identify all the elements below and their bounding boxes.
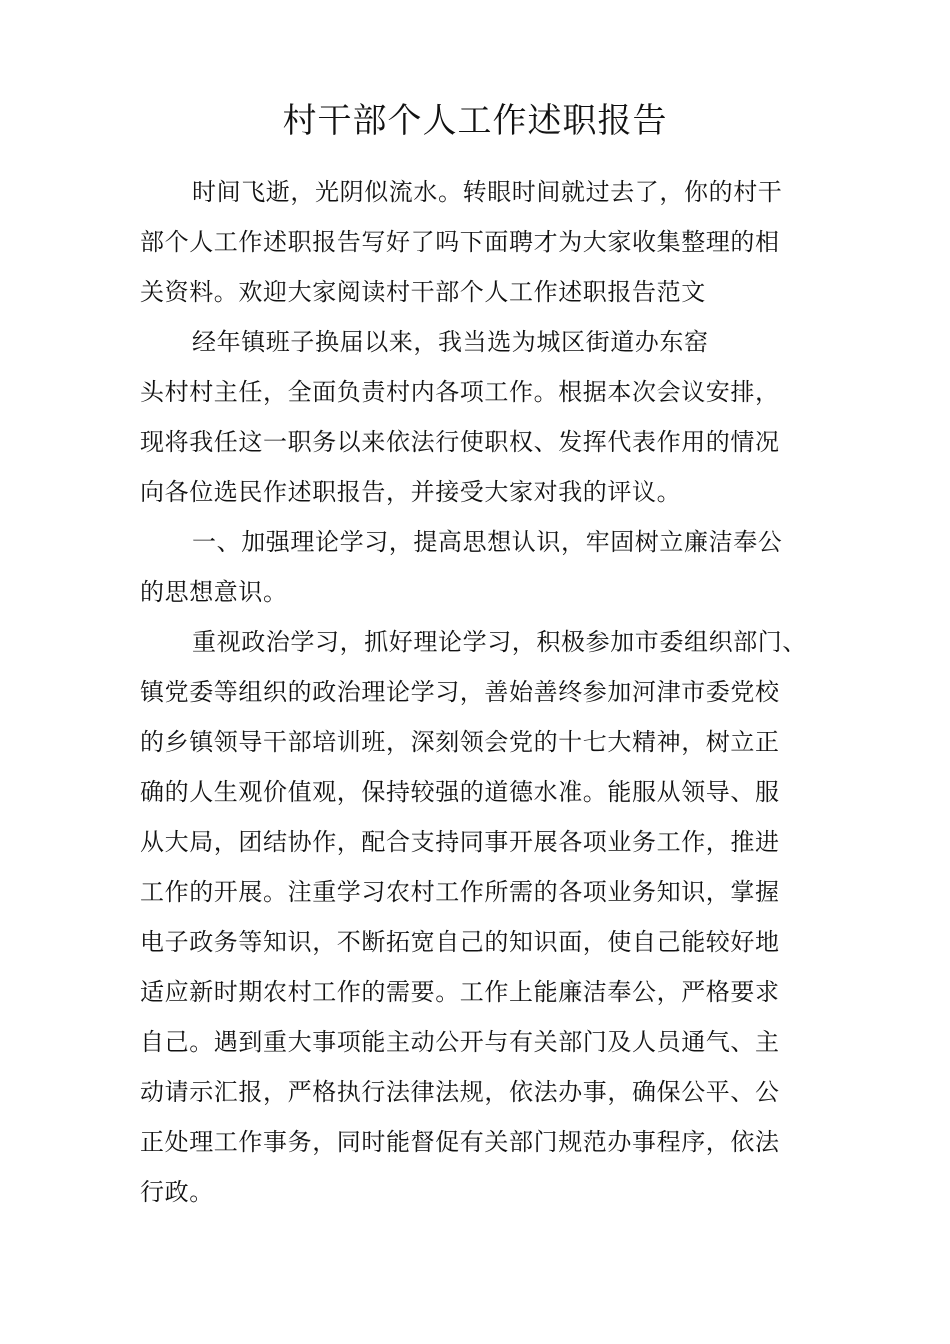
paragraph-3-line-11: 正处理工作事务，同时能督促有关部门规范办事程序，依法 (140, 1128, 780, 1156)
paragraph-1-line-3: 关资料。欢迎大家阅读村干部个人工作述职报告范文 (140, 278, 706, 306)
paragraph-3-line-12: 行政。 (140, 1178, 214, 1206)
paragraph-3-line-7: 电子政务等知识，不断拓宽自己的知识面，使自己能较好地 (140, 928, 780, 956)
paragraph-3-line-2: 镇党委等组织的政治理论学习，善始善终参加河津市委党校 (140, 678, 780, 706)
paragraph-2-line-3: 现将我任这一职务以来依法行使职权、发挥代表作用的情况 (140, 428, 780, 456)
paragraph-3-line-3: 的乡镇领导干部培训班，深刻领会党的十七大精神，树立正 (140, 728, 780, 756)
paragraph-3-line-9: 自己。遇到重大事项能主动公开与有关部门及人员通气、主 (140, 1028, 780, 1056)
paragraph-3-line-10: 动请示汇报，严格执行法律法规，依法办事，确保公平、公 (140, 1078, 780, 1106)
section-heading-1-line-2: 的思想意识。 (140, 578, 288, 606)
paragraph-3-line-5: 从大局，团结协作，配合支持同事开展各项业务工作，推进 (140, 828, 780, 856)
paragraph-2-line-1: 经年镇班子换届以来，我当选为城区街道办东窑 (192, 328, 709, 356)
paragraph-3-line-4: 确的人生观价值观，保持较强的道德水准。能服从领导、服 (140, 778, 780, 806)
paragraph-1-line-2: 部个人工作述职报告写好了吗下面聘才为大家收集整理的相 (140, 228, 780, 256)
paragraph-3-line-1: 重视政治学习，抓好理论学习，积极参加市委组织部门、 (192, 628, 807, 656)
document-title: 村干部个人工作述职报告 (282, 101, 668, 141)
paragraph-1-line-1: 时间飞逝，光阴似流水。转眼时间就过去了，你的村干 (192, 178, 783, 206)
paragraph-3-line-8: 适应新时期农村工作的需要。工作上能廉洁奉公，严格要求 (140, 978, 780, 1006)
section-heading-1-line-1: 一、加强理论学习，提高思想认识，牢固树立廉洁奉公 (192, 528, 783, 556)
paragraph-3-line-6: 工作的开展。注重学习农村工作所需的各项业务知识，掌握 (140, 878, 780, 906)
paragraph-2-line-4: 向各位选民作述职报告，并接受大家对我的评议。 (140, 478, 682, 506)
paragraph-2-line-2: 头村村主任，全面负责村内各项工作。根据本次会议安排， (140, 378, 780, 406)
